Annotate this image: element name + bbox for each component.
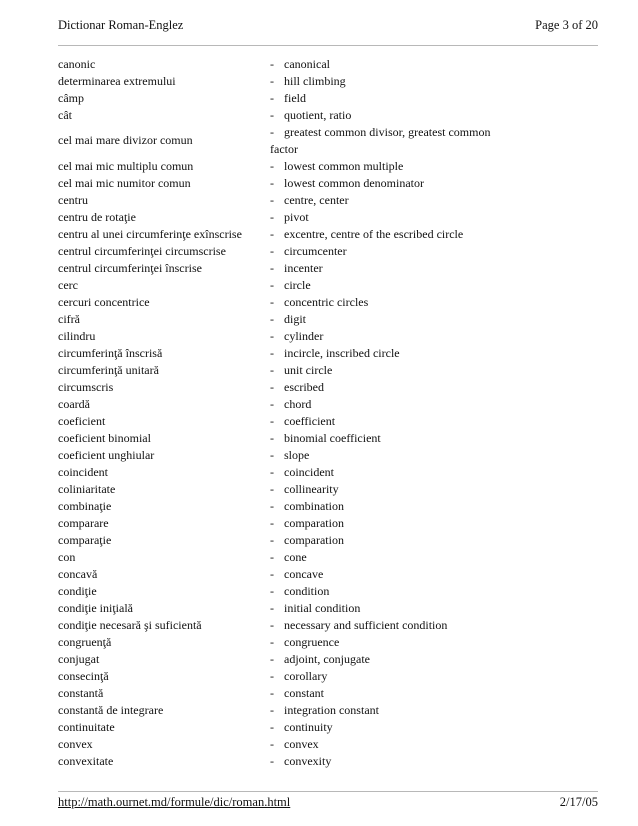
dash-separator: - — [270, 346, 274, 360]
english-translation — [270, 719, 598, 736]
dictionary-row — [58, 736, 598, 753]
translation-text: binomial coefficient — [284, 431, 381, 445]
dictionary-row — [58, 600, 598, 617]
english-translation — [270, 464, 598, 481]
translation-text: cone — [284, 550, 307, 564]
english-translation — [270, 430, 598, 447]
document-title: Dictionar Roman-Englez — [58, 18, 184, 32]
english-translation — [270, 379, 598, 396]
dictionary-row — [58, 90, 598, 107]
english-translation — [270, 566, 598, 583]
english-translation — [270, 685, 598, 702]
english-translation — [270, 345, 598, 362]
dash-separator: - — [270, 720, 274, 734]
dash-separator: - — [270, 448, 274, 462]
english-translation — [270, 226, 598, 243]
dictionary-row — [58, 226, 598, 243]
translation-text: circumcenter — [284, 244, 347, 258]
romanian-term: convex — [58, 737, 93, 751]
dictionary-row — [58, 549, 598, 566]
translation-text: collinearity — [284, 482, 339, 496]
dictionary-row — [58, 243, 598, 260]
translation-text: adjoint, conjugate — [284, 652, 370, 666]
dash-separator: - — [270, 482, 274, 496]
dash-separator: - — [270, 363, 274, 377]
translation-text: cylinder — [284, 329, 324, 343]
english-translation — [270, 617, 598, 634]
english-translation — [270, 583, 598, 600]
translation-text: slope — [284, 448, 310, 462]
footer-divider — [58, 791, 598, 792]
dash-separator: - — [270, 227, 274, 241]
english-translation — [270, 260, 598, 277]
romanian-term: comparare — [58, 516, 109, 530]
english-translation — [270, 294, 598, 311]
translation-text: digit — [284, 312, 307, 326]
english-translation — [270, 362, 598, 379]
english-translation — [270, 736, 598, 753]
dash-separator: - — [270, 261, 274, 275]
dictionary-row — [58, 328, 598, 345]
translation-text: incenter — [284, 261, 323, 275]
translation-text: continuity — [284, 720, 333, 734]
dictionary-row — [58, 345, 598, 362]
english-translation — [270, 56, 598, 73]
page-header — [58, 18, 598, 33]
dictionary-row — [58, 481, 598, 498]
romanian-term: centru de rotaţie — [58, 210, 136, 224]
translation-text: field — [284, 91, 306, 105]
english-translation — [270, 328, 598, 345]
dictionary-row — [58, 532, 598, 549]
dash-separator: - — [270, 601, 274, 615]
translation-text: circle — [284, 278, 311, 292]
dash-separator: - — [270, 397, 274, 411]
dictionary-row — [58, 651, 598, 668]
translation-text: comparation — [284, 533, 344, 547]
dictionary-row — [58, 430, 598, 447]
dictionary-row — [58, 413, 598, 430]
translation-text: constant — [284, 686, 324, 700]
dash-separator: - — [270, 125, 274, 139]
dash-separator: - — [270, 652, 274, 666]
english-translation — [270, 498, 598, 515]
translation-text: pivot — [284, 210, 309, 224]
dictionary-row — [58, 124, 598, 158]
dash-separator: - — [270, 312, 274, 326]
translation-text: lowest common denominator — [284, 176, 424, 190]
romanian-term: constantă de integrare — [58, 703, 164, 717]
romanian-term: comparaţie — [58, 533, 112, 547]
romanian-term: centrul circumferinţei înscrise — [58, 261, 202, 275]
translation-text: greatest common divisor, greatest common — [284, 125, 491, 139]
romanian-term: convexitate — [58, 754, 114, 768]
romanian-term: circumscris — [58, 380, 114, 394]
dash-separator: - — [270, 329, 274, 343]
translation-text: congruence — [284, 635, 340, 649]
page-number: Page 3 of 20 — [535, 18, 598, 32]
dash-separator: - — [270, 91, 274, 105]
translation-text: necessary and sufficient condition — [284, 618, 448, 632]
dictionary-row — [58, 107, 598, 124]
english-translation — [270, 90, 598, 107]
translation-text: hill climbing — [284, 74, 346, 88]
dash-separator: - — [270, 244, 274, 258]
dash-separator: - — [270, 295, 274, 309]
romanian-term: condiţie iniţială — [58, 601, 133, 615]
dictionary-row — [58, 294, 598, 311]
dictionary-row — [58, 668, 598, 685]
english-translation — [270, 600, 598, 617]
dictionary-row — [58, 362, 598, 379]
dash-separator: - — [270, 550, 274, 564]
dash-separator: - — [270, 686, 274, 700]
romanian-term: coeficient binomial — [58, 431, 151, 445]
translation-text: convex — [284, 737, 319, 751]
dictionary-row — [58, 566, 598, 583]
dash-separator: - — [270, 754, 274, 768]
romanian-term: condiţie necesară şi suficientă — [58, 618, 202, 632]
source-url-link[interactable]: http://math.ournet.md/formule/dic/roman.html — [58, 795, 291, 809]
english-translation — [270, 753, 598, 770]
dash-separator: - — [270, 499, 274, 513]
english-translation — [270, 481, 598, 498]
page-footer — [58, 795, 598, 810]
romanian-term: coliniaritate — [58, 482, 116, 496]
dictionary-row — [58, 56, 598, 73]
dictionary-row — [58, 583, 598, 600]
english-translation — [270, 277, 598, 294]
romanian-term: coardă — [58, 397, 90, 411]
dash-separator: - — [270, 414, 274, 428]
english-translation — [270, 634, 598, 651]
romanian-term: cel mai mic numitor comun — [58, 176, 191, 190]
english-translation — [270, 107, 598, 124]
dictionary-row — [58, 447, 598, 464]
translation-text: coincident — [284, 465, 334, 479]
romanian-term: canonic — [58, 57, 96, 71]
english-translation — [270, 124, 598, 158]
translation-text: lowest common multiple — [284, 159, 404, 173]
english-translation — [270, 311, 598, 328]
translation-text: concave — [284, 567, 324, 581]
translation-text: initial condition — [284, 601, 361, 615]
dash-separator: - — [270, 669, 274, 683]
romanian-term: con — [58, 550, 76, 564]
header-divider — [58, 45, 598, 46]
dash-separator: - — [270, 737, 274, 751]
translation-text: comparation — [284, 516, 344, 530]
translation-text: concentric circles — [284, 295, 369, 309]
translation-text: incircle, inscribed circle — [284, 346, 400, 360]
dictionary-row — [58, 396, 598, 413]
english-translation — [270, 447, 598, 464]
english-translation — [270, 396, 598, 413]
translation-continuation: factor — [270, 142, 298, 156]
romanian-term: cerc — [58, 278, 78, 292]
romanian-term: centru — [58, 193, 88, 207]
romanian-term: centrul circumferinţei circumscrise — [58, 244, 226, 258]
translation-text: corollary — [284, 669, 328, 683]
translation-text: canonical — [284, 57, 330, 71]
dictionary-row — [58, 685, 598, 702]
translation-text: coefficient — [284, 414, 336, 428]
dictionary-row — [58, 719, 598, 736]
romanian-term: cifră — [58, 312, 80, 326]
romanian-term: congruenţă — [58, 635, 112, 649]
romanian-term: coeficient unghiular — [58, 448, 155, 462]
dictionary-row — [58, 702, 598, 719]
dictionary-row — [58, 277, 598, 294]
translation-text: integration constant — [284, 703, 379, 717]
dictionary-row — [58, 379, 598, 396]
romanian-term: determinarea extremului — [58, 74, 176, 88]
dictionary-row — [58, 753, 598, 770]
english-translation — [270, 515, 598, 532]
dictionary-row — [58, 175, 598, 192]
english-translation — [270, 549, 598, 566]
romanian-term: circumferinţă unitară — [58, 363, 159, 377]
translation-text: convexity — [284, 754, 332, 768]
english-translation — [270, 158, 598, 175]
dictionary-entries — [58, 56, 598, 770]
dash-separator: - — [270, 703, 274, 717]
romanian-term: continuitate — [58, 720, 115, 734]
dash-separator: - — [270, 516, 274, 530]
dash-separator: - — [270, 57, 274, 71]
dash-separator: - — [270, 278, 274, 292]
romanian-term: conjugat — [58, 652, 100, 666]
dash-separator: - — [270, 193, 274, 207]
dash-separator: - — [270, 618, 274, 632]
translation-text: excentre, centre of the escribed circle — [284, 227, 464, 241]
print-date: 2/17/05 — [559, 795, 598, 809]
romanian-term: cel mai mare divizor comun — [58, 133, 193, 147]
dash-separator: - — [270, 465, 274, 479]
romanian-term: cilindru — [58, 329, 96, 343]
dash-separator: - — [270, 533, 274, 547]
dictionary-row — [58, 260, 598, 277]
romanian-term: condiţie — [58, 584, 97, 598]
dash-separator: - — [270, 584, 274, 598]
dash-separator: - — [270, 176, 274, 190]
translation-text: centre, center — [284, 193, 349, 207]
dictionary-row — [58, 515, 598, 532]
romanian-term: centru al unei circumferinţe exînscrise — [58, 227, 242, 241]
english-translation — [270, 532, 598, 549]
romanian-term: coeficient — [58, 414, 106, 428]
romanian-term: coincident — [58, 465, 108, 479]
english-translation — [270, 192, 598, 209]
romanian-term: concavă — [58, 567, 98, 581]
romanian-term: circumferinţă înscrisă — [58, 346, 163, 360]
english-translation — [270, 702, 598, 719]
translation-text: chord — [284, 397, 312, 411]
english-translation — [270, 243, 598, 260]
translation-text: quotient, ratio — [284, 108, 352, 122]
english-translation — [270, 651, 598, 668]
dictionary-row — [58, 498, 598, 515]
romanian-term: consecinţă — [58, 669, 109, 683]
romanian-term: constantă — [58, 686, 104, 700]
romanian-term: combinaţie — [58, 499, 112, 513]
english-translation — [270, 175, 598, 192]
english-translation — [270, 668, 598, 685]
romanian-term: câmp — [58, 91, 84, 105]
romanian-term: cât — [58, 108, 72, 122]
dash-separator: - — [270, 159, 274, 173]
dictionary-row — [58, 209, 598, 226]
translation-text: unit circle — [284, 363, 333, 377]
dash-separator: - — [270, 567, 274, 581]
translation-text: combination — [284, 499, 344, 513]
dash-separator: - — [270, 380, 274, 394]
dash-separator: - — [270, 210, 274, 224]
dictionary-row — [58, 158, 598, 175]
english-translation — [270, 209, 598, 226]
english-translation — [270, 73, 598, 90]
dictionary-row — [58, 73, 598, 90]
dictionary-row — [58, 634, 598, 651]
translation-text: escribed — [284, 380, 324, 394]
romanian-term: cel mai mic multiplu comun — [58, 159, 194, 173]
translation-text: condition — [284, 584, 330, 598]
english-translation — [270, 413, 598, 430]
dictionary-row — [58, 311, 598, 328]
dictionary-row — [58, 464, 598, 481]
dash-separator: - — [270, 635, 274, 649]
dictionary-row — [58, 192, 598, 209]
dash-separator: - — [270, 431, 274, 445]
dash-separator: - — [270, 108, 274, 122]
dictionary-row — [58, 617, 598, 634]
romanian-term: cercuri concentrice — [58, 295, 150, 309]
dash-separator: - — [270, 74, 274, 88]
